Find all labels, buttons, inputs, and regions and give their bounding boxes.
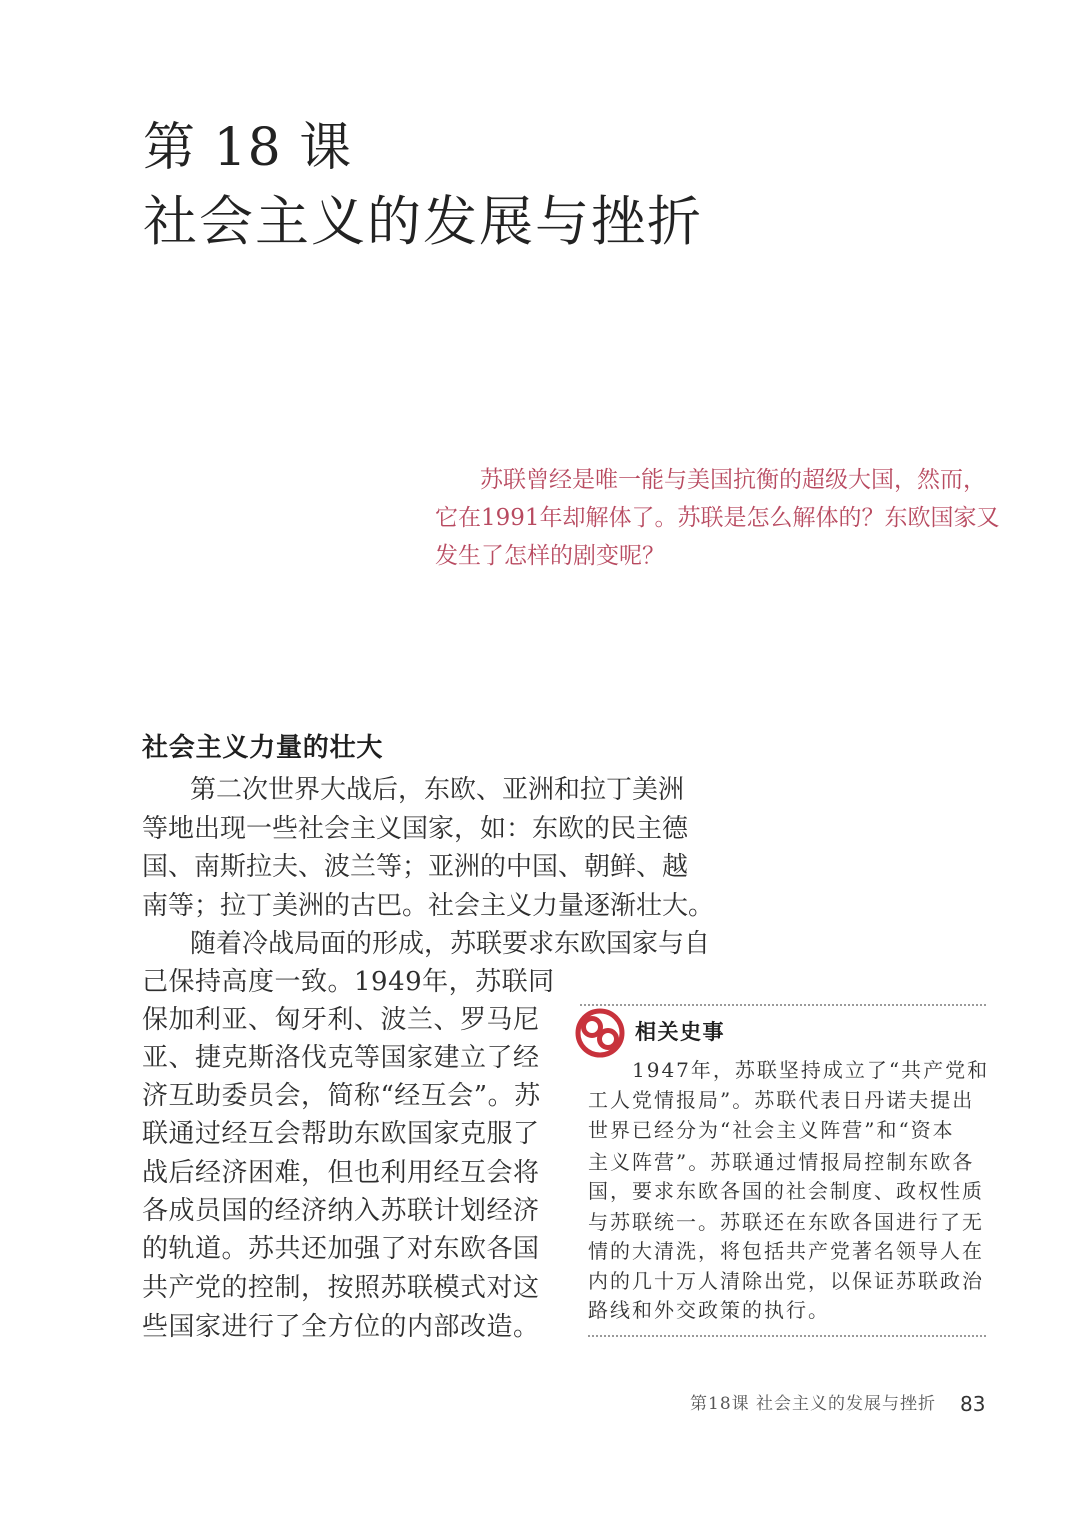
sidebar-line: 与苏联统一。苏联还在东欧各国进行了无 <box>588 1210 984 1234</box>
sidebar-line: 世界已经分为“社会主义阵营”和“资本 <box>588 1118 955 1142</box>
sidebar-line: 国，要求东欧各国的社会制度、政权性质 <box>588 1179 984 1203</box>
section-heading: 社会主义力量的壮大 <box>142 733 384 763</box>
body-line: 保加利亚、匈牙利、波兰、罗马尼 <box>142 1005 540 1035</box>
body-line: 亚、捷克斯洛伐克等国家建立了经 <box>142 1043 540 1073</box>
sidebar-bottom-divider <box>588 1335 986 1337</box>
body-line: 己保持高度一致。1949年，苏联同 <box>142 967 555 997</box>
footer-running-title: 第18课 社会主义的发展与挫折 <box>690 1394 937 1414</box>
lesson-number: 第 18 课 <box>143 118 353 178</box>
sidebar-line: 情的大清洗，将包括共产党著名领导人在 <box>588 1239 984 1263</box>
intro-line: 它在1991年却解体了。苏联是怎么解体的？东欧国家又 <box>435 505 1000 531</box>
body-line: 各成员国的经济纳入苏联计划经济 <box>142 1196 540 1226</box>
body-line: 战后经济困难，但也利用经互会将 <box>142 1158 540 1188</box>
sidebar-line: 主义阵营”。苏联通过情报局控制东欧各 <box>588 1150 975 1174</box>
sidebar-line: 1947年，苏联坚持成立了“共产党和 <box>632 1058 990 1082</box>
lesson-title: 社会主义的发展与挫折 <box>143 190 703 253</box>
sidebar-line: 内的几十万人清除出党，以保证苏联政治 <box>588 1269 984 1293</box>
body-line: 济互助委员会，简称“经互会”。苏 <box>142 1081 541 1111</box>
intro-line: 发生了怎样的剧变呢？ <box>435 543 665 569</box>
related-history-emblem-icon <box>572 1007 628 1059</box>
sidebar-line: 路线和外交政策的执行。 <box>588 1298 830 1322</box>
body-line: 南等；拉丁美洲的古巴。社会主义力量逐渐壮大。 <box>142 891 715 921</box>
body-line: 些国家进行了全方位的内部改造。 <box>142 1312 540 1342</box>
body-line: 等地出现一些社会主义国家，如：东欧的民主德 <box>142 814 689 844</box>
intro-line: 苏联曾经是唯一能与美国抗衡的超级大国，然而， <box>480 467 986 493</box>
body-line: 第二次世界大战后，东欧、亚洲和拉丁美洲 <box>190 775 685 805</box>
sidebar-top-divider <box>580 1004 986 1006</box>
sidebar-line: 工人党情报局”。苏联代表日丹诺夫提出 <box>588 1088 975 1112</box>
body-line: 随着冷战局面的形成，苏联要求东欧国家与自 <box>190 929 711 959</box>
sidebar-heading: 相关史事 <box>635 1020 725 1044</box>
body-line: 共产党的控制，按照苏联模式对这 <box>142 1273 540 1303</box>
body-line: 国、南斯拉夫、波兰等；亚洲的中国、朝鲜、越 <box>142 852 689 882</box>
page-number: 83 <box>960 1392 986 1416</box>
body-line: 联通过经互会帮助东欧国家克服了 <box>142 1119 540 1149</box>
body-line: 的轨道。苏共还加强了对东欧各国 <box>142 1234 540 1264</box>
